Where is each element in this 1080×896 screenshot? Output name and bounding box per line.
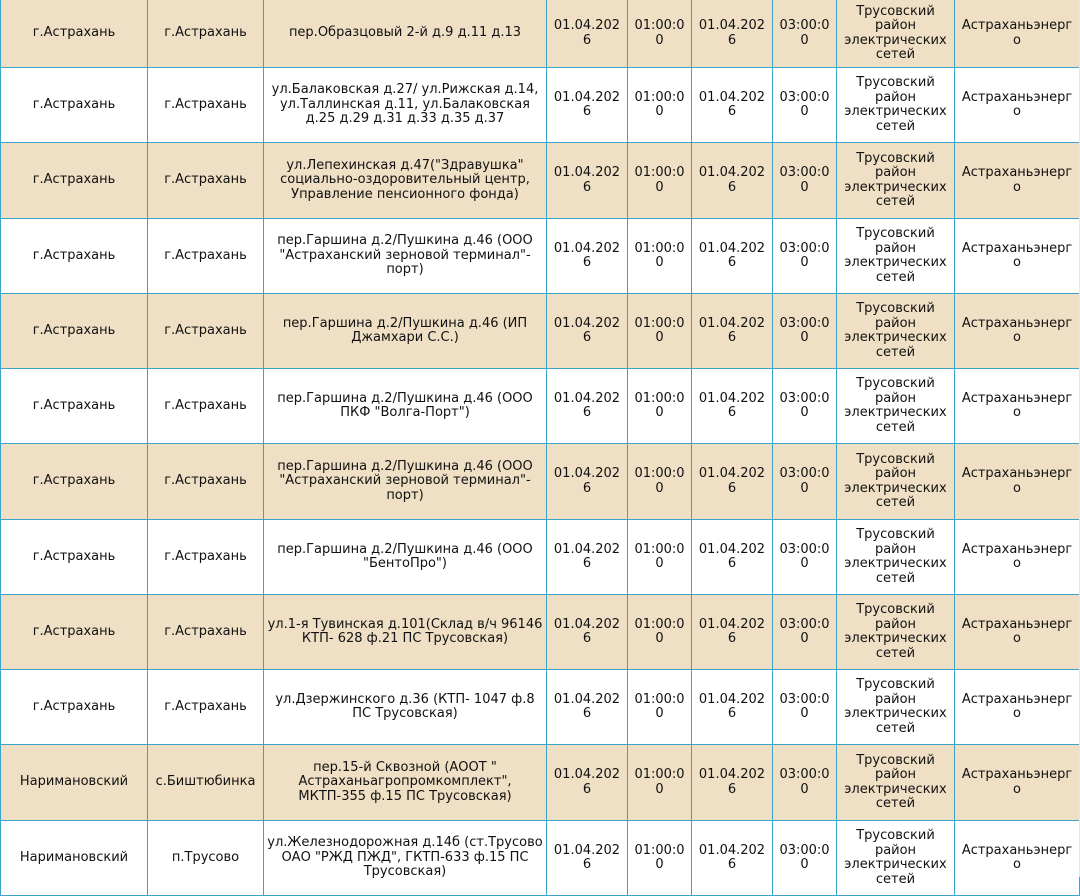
locality-cell: с.Биштюбинка [148,745,264,821]
start-time-cell: 01:00:00 [628,670,692,745]
start-date-cell: 01.04.2026 [547,520,628,595]
start-time-cell: 01:00:00 [628,745,692,821]
address-cell: пер.Гаршина д.2/Пушкина д.46 (ООО "Астраханский зерновой терминал"-порт) [264,219,547,294]
start-time-cell: 01:00:00 [628,369,692,444]
district-cell: г.Астрахань [1,670,148,745]
table-row [1,520,1080,595]
start-time-cell: 01:00:00 [628,0,692,68]
locality-cell: п.Трусово [148,821,264,896]
address-cell: пер.Гаршина д.2/Пушкина д.46 (ООО "Астраханский зерновой терминал"-порт) [264,444,547,520]
start-date-cell: 01.04.2026 [547,143,628,219]
end-time-cell: 03:00:00 [773,821,837,896]
district-cell: г.Астрахань [1,369,148,444]
locality-cell: г.Астрахань [148,0,264,68]
department-cell: Трусовский район электрических сетей [837,670,955,745]
district-cell: г.Астрахань [1,68,148,143]
organization-cell: Астраханьэнерго [955,369,1080,444]
organization-cell: Астраханьэнерго [955,143,1080,219]
address-cell: пер.15-й Сквозной (АООТ " Астраханьагропромкомплект", МКТП-355 ф.15 ПС Трусовская) [264,745,547,821]
start-date-cell: 01.04.2026 [547,369,628,444]
end-date-cell: 01.04.2026 [692,0,773,68]
department-cell: Трусовский район электрических сетей [837,369,955,444]
organization-cell: Астраханьэнерго [955,219,1080,294]
start-time-cell: 01:00:00 [628,444,692,520]
department-cell: Трусовский район электрических сетей [837,520,955,595]
locality-cell: г.Астрахань [148,219,264,294]
end-date-cell: 01.04.2026 [692,68,773,143]
locality-cell: г.Астрахань [148,595,264,670]
start-date-cell: 01.04.2026 [547,670,628,745]
address-cell: пер.Гаршина д.2/Пушкина д.46 (ИП Джамхари С.С.) [264,294,547,369]
start-time-cell: 01:00:00 [628,821,692,896]
end-date-cell: 01.04.2026 [692,143,773,219]
locality-cell: г.Астрахань [148,369,264,444]
organization-cell: Астраханьэнерго [955,821,1080,896]
end-date-cell: 01.04.2026 [692,219,773,294]
locality-cell: г.Астрахань [148,294,264,369]
outage-schedule-rows [1,0,1080,896]
organization-cell: Астраханьэнерго [955,294,1080,369]
locality-cell: г.Астрахань [148,670,264,745]
start-date-cell: 01.04.2026 [547,745,628,821]
address-cell: ул.Балаковская д.27/ ул.Рижская д.14, ул.Таллинская д.11, ул.Балаковская д.25 д.29 д.31 д.33 д.35 д.37 [264,68,547,143]
start-date-cell: 01.04.2026 [547,68,628,143]
organization-cell: Астраханьэнерго [955,595,1080,670]
end-time-cell: 03:00:00 [773,68,837,143]
address-cell: пер.Образцовый 2-й д.9 д.11 д.13 [264,0,547,68]
organization-cell: Астраханьэнерго [955,68,1080,143]
table-row [1,294,1080,369]
department-cell: Трусовский район электрических сетей [837,0,955,68]
start-date-cell: 01.04.2026 [547,219,628,294]
start-date-cell: 01.04.2026 [547,444,628,520]
district-cell: г.Астрахань [1,294,148,369]
locality-cell: г.Астрахань [148,143,264,219]
start-time-cell: 01:00:00 [628,520,692,595]
organization-cell: Астраханьэнерго [955,745,1080,821]
start-date-cell: 01.04.2026 [547,821,628,896]
department-cell: Трусовский район электрических сетей [837,821,955,896]
start-date-cell: 01.04.2026 [547,0,628,68]
table-row [1,0,1080,68]
organization-cell: Астраханьэнерго [955,444,1080,520]
start-time-cell: 01:00:00 [628,219,692,294]
district-cell: г.Астрахань [1,520,148,595]
organization-cell: Астраханьэнерго [955,670,1080,745]
locality-cell: г.Астрахань [148,68,264,143]
end-date-cell: 01.04.2026 [692,444,773,520]
department-cell: Трусовский район электрических сетей [837,444,955,520]
end-time-cell: 03:00:00 [773,0,837,68]
organization-cell: Астраханьэнерго [955,520,1080,595]
department-cell: Трусовский район электрических сетей [837,745,955,821]
end-time-cell: 03:00:00 [773,143,837,219]
table-row [1,369,1080,444]
table-row [1,745,1080,821]
district-cell: г.Астрахань [1,0,148,68]
end-time-cell: 03:00:00 [773,745,837,821]
end-date-cell: 01.04.2026 [692,520,773,595]
end-date-cell: 01.04.2026 [692,821,773,896]
department-cell: Трусовский район электрических сетей [837,219,955,294]
table-row [1,595,1080,670]
address-cell: ул.Лепехинская д.47("Здравушка" социально-оздоровительный центр, Управление пенсионного фонда) [264,143,547,219]
department-cell: Трусовский район электрических сетей [837,294,955,369]
end-date-cell: 01.04.2026 [692,670,773,745]
end-time-cell: 03:00:00 [773,520,837,595]
end-date-cell: 01.04.2026 [692,294,773,369]
start-date-cell: 01.04.2026 [547,595,628,670]
table-row [1,670,1080,745]
department-cell: Трусовский район электрических сетей [837,143,955,219]
start-date-cell: 01.04.2026 [547,294,628,369]
end-time-cell: 03:00:00 [773,219,837,294]
organization-cell: Астраханьэнерго [955,0,1080,68]
table-row [1,219,1080,294]
end-time-cell: 03:00:00 [773,369,837,444]
address-cell: ул.Железнодорожная д.14б (ст.Трусово ОАО "РЖД ПЖД", ГКТП-633 ф.15 ПС Трусовская) [264,821,547,896]
end-date-cell: 01.04.2026 [692,369,773,444]
address-cell: пер.Гаршина д.2/Пушкина д.46 (ООО "БентоПро") [264,520,547,595]
table-row [1,143,1080,219]
district-cell: г.Астрахань [1,143,148,219]
locality-cell: г.Астрахань [148,520,264,595]
department-cell: Трусовский район электрических сетей [837,68,955,143]
address-cell: пер.Гаршина д.2/Пушкина д.46 (ООО ПКФ "Волга-Порт") [264,369,547,444]
address-cell: ул.1-я Тувинская д.101(Склад в/ч 96146 КТП- 628 ф.21 ПС Трусовская) [264,595,547,670]
table-row [1,444,1080,520]
district-cell: г.Астрахань [1,219,148,294]
end-time-cell: 03:00:00 [773,444,837,520]
start-time-cell: 01:00:00 [628,68,692,143]
start-time-cell: 01:00:00 [628,595,692,670]
locality-cell: г.Астрахань [148,444,264,520]
end-date-cell: 01.04.2026 [692,745,773,821]
district-cell: г.Астрахань [1,444,148,520]
district-cell: Наримановский [1,821,148,896]
start-time-cell: 01:00:00 [628,143,692,219]
district-cell: Наримановский [1,745,148,821]
department-cell: Трусовский район электрических сетей [837,595,955,670]
end-time-cell: 03:00:00 [773,595,837,670]
end-time-cell: 03:00:00 [773,670,837,745]
end-time-cell: 03:00:00 [773,294,837,369]
start-time-cell: 01:00:00 [628,294,692,369]
table-row [1,821,1080,896]
address-cell: ул.Дзержинского д.36 (КТП- 1047 ф.8 ПС Трусовская) [264,670,547,745]
table-row [1,68,1080,143]
end-date-cell: 01.04.2026 [692,595,773,670]
district-cell: г.Астрахань [1,595,148,670]
